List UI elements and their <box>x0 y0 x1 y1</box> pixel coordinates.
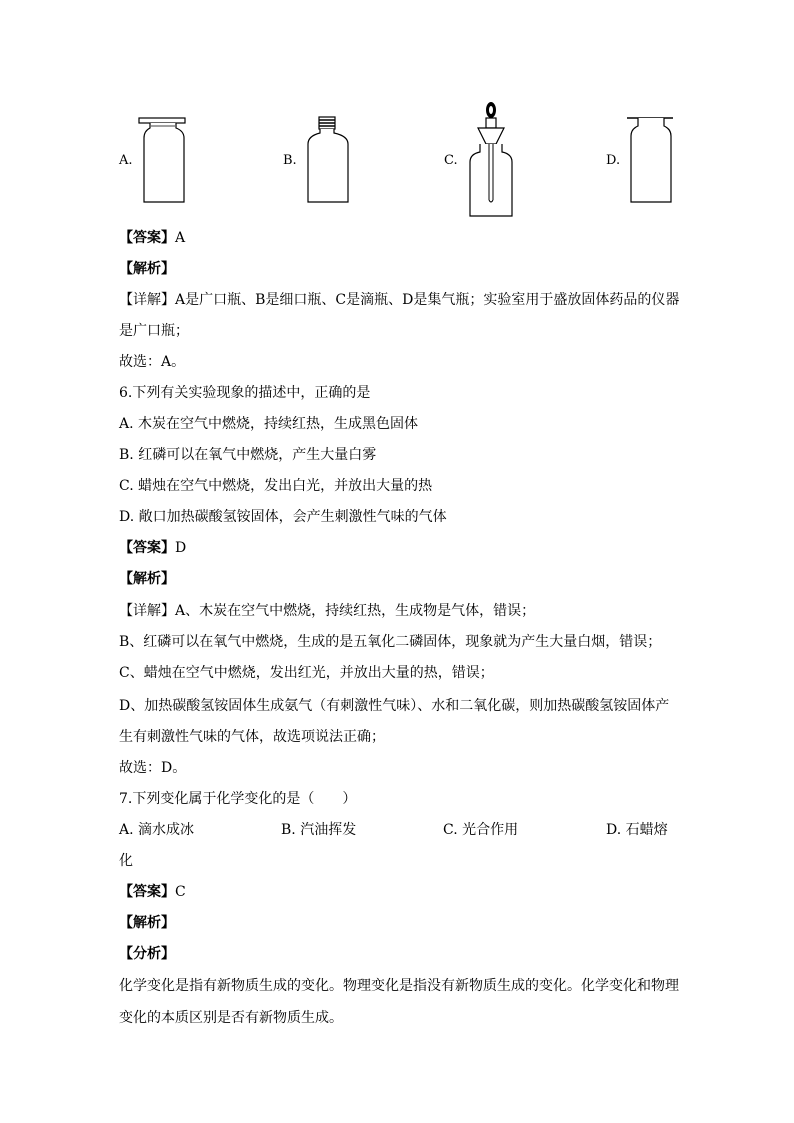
q5-option-d-label: D. <box>606 153 621 168</box>
q7-option-a: A. 滴水成冰 <box>119 822 195 838</box>
q7-option-c: C. 光合作用 <box>443 822 519 838</box>
q7-analysis-label: 【解析】 <box>119 915 175 931</box>
q6-detail-line: B、红磷可以在氧气中燃烧，生成的是五氧化二磷固体，现象就为产生大量白烟，错误； <box>119 634 662 650</box>
answer-label: 【答案】 <box>119 540 175 556</box>
q5-option-a-label: A. <box>119 153 133 168</box>
q6-option-d: D. 敞口加热碳酸氢铵固体，会产生刺激性气味的气体 <box>119 509 447 525</box>
answer-value: A <box>175 230 186 246</box>
answer-label: 【答案】 <box>119 230 175 246</box>
q7-option-d-wrap: 化 <box>119 853 133 869</box>
narrow-mouth-bottle-icon <box>300 114 354 206</box>
q6-detail-line: 【详解】A、木炭在空气中燃烧，持续红热，生成物是气体，错误； <box>119 603 536 619</box>
q5-detail-line2: 是广口瓶； <box>119 323 189 339</box>
q7-analysis-line: 化学变化是指有新物质生成的变化。物理变化是指没有新物质生成的变化。化学变化和物理 <box>119 978 679 994</box>
wide-mouth-bottle-icon <box>136 114 190 206</box>
q5-detail-line1: 【详解】A是广口瓶、B是细口瓶、C是滴瓶、D是集气瓶；实验室用于盛放固体药品的仪器 <box>119 292 680 308</box>
q7-analysis-sub-label: 【分析】 <box>119 946 175 962</box>
q6-conclusion: 故选：D。 <box>119 760 187 776</box>
q6-answer <box>119 538 186 558</box>
q5-answer <box>119 228 185 248</box>
q5-conclusion: 故选：A。 <box>119 354 186 370</box>
q7-option-d: D. 石蜡熔 <box>606 822 668 838</box>
q6-option-c: C. 蜡烛在空气中燃烧，发出白光，并放出大量的热 <box>119 478 433 494</box>
answer-label: 【答案】 <box>119 884 175 900</box>
q7-option-b: B. 汽油挥发 <box>281 822 357 838</box>
q5-analysis-label: 【解析】 <box>119 261 175 277</box>
q6-option-a: A. 木炭在空气中燃烧，持续红热，生成黑色固体 <box>119 416 419 432</box>
q6-analysis-label: 【解析】 <box>119 571 175 587</box>
dropper-bottle-icon <box>464 100 520 220</box>
q7-answer <box>119 882 186 902</box>
q6-detail-line: 生有刺激性气味的气体，故选项说法正确； <box>119 729 385 745</box>
q6-option-b: B. 红磷可以在氧气中燃烧，产生大量白雾 <box>119 447 377 463</box>
q7-question: 7.下列变化属于化学变化的是（ ） <box>119 791 357 807</box>
q7-analysis-line: 变化的本质区别是否有新物质生成。 <box>119 1010 343 1026</box>
q5-option-b-label: B. <box>283 153 297 168</box>
q6-detail-line: C、蜡烛在空气中燃烧，发出红光，并放出大量的热，错误； <box>119 665 494 681</box>
q5-option-c-label: C. <box>444 153 458 168</box>
q6-detail-line: D、加热碳酸氢铵固体生成氨气（有刺激性气味）、水和二氧化碳，则加热碳酸氢铵固体产 <box>119 698 670 714</box>
q6-question: 6.下列有关实验现象的描述中，正确的是 <box>119 385 371 401</box>
answer-value: C <box>175 884 186 900</box>
answer-value: D <box>175 540 187 556</box>
gas-jar-icon <box>625 114 677 206</box>
